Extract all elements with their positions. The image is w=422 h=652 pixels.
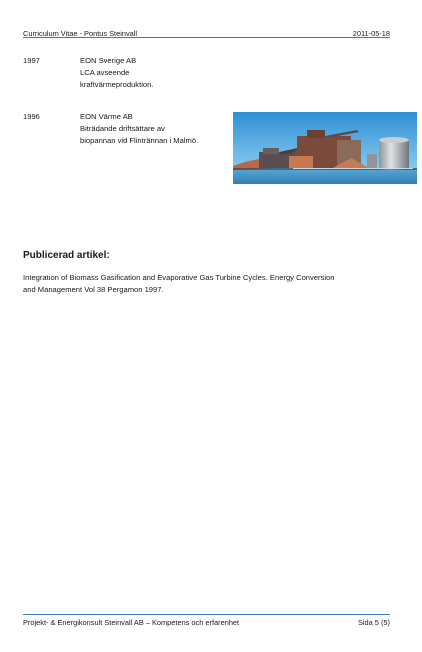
header-rule xyxy=(23,37,390,38)
page-number: Sida 5 (5) xyxy=(357,618,390,627)
entry-line: kraftvärmeproduktion. xyxy=(80,80,154,89)
entry-description xyxy=(80,111,198,147)
footer-rule xyxy=(23,614,390,615)
entry-year: 1996 xyxy=(23,112,40,121)
publication-line: Integration of Biomass Gasification and Evaporative Gas Turbine Cycles. Energy Conversion xyxy=(23,273,335,282)
footer-company: Projekt- & Energikonsult Steinvall AB – Kompetens och erfarenhet xyxy=(23,618,240,627)
entry-line: biopannan vid Flintrännan i Malmö. xyxy=(80,136,199,145)
entry-year: 1997 xyxy=(23,56,40,65)
page-footer xyxy=(23,618,390,627)
power-plant-photo xyxy=(233,112,417,184)
entry-line: Biträdande driftsättare av xyxy=(80,124,165,133)
publication-text xyxy=(23,272,395,296)
publication-line: and Management Vol 38 Pergamon 1997. xyxy=(23,285,164,294)
entry-line: LCA avseende xyxy=(80,68,130,77)
entry-description xyxy=(80,55,153,91)
header-title: Curriculum Vitae - Pontus Steinvall xyxy=(23,29,138,38)
header-date: 2011-05-18 xyxy=(352,29,390,38)
entry-company: EON Sverige AB xyxy=(80,56,137,65)
page-header xyxy=(23,24,390,38)
publication-heading: Publicerad artikel: xyxy=(23,250,110,261)
entry-company: EON Värme AB xyxy=(80,112,133,121)
